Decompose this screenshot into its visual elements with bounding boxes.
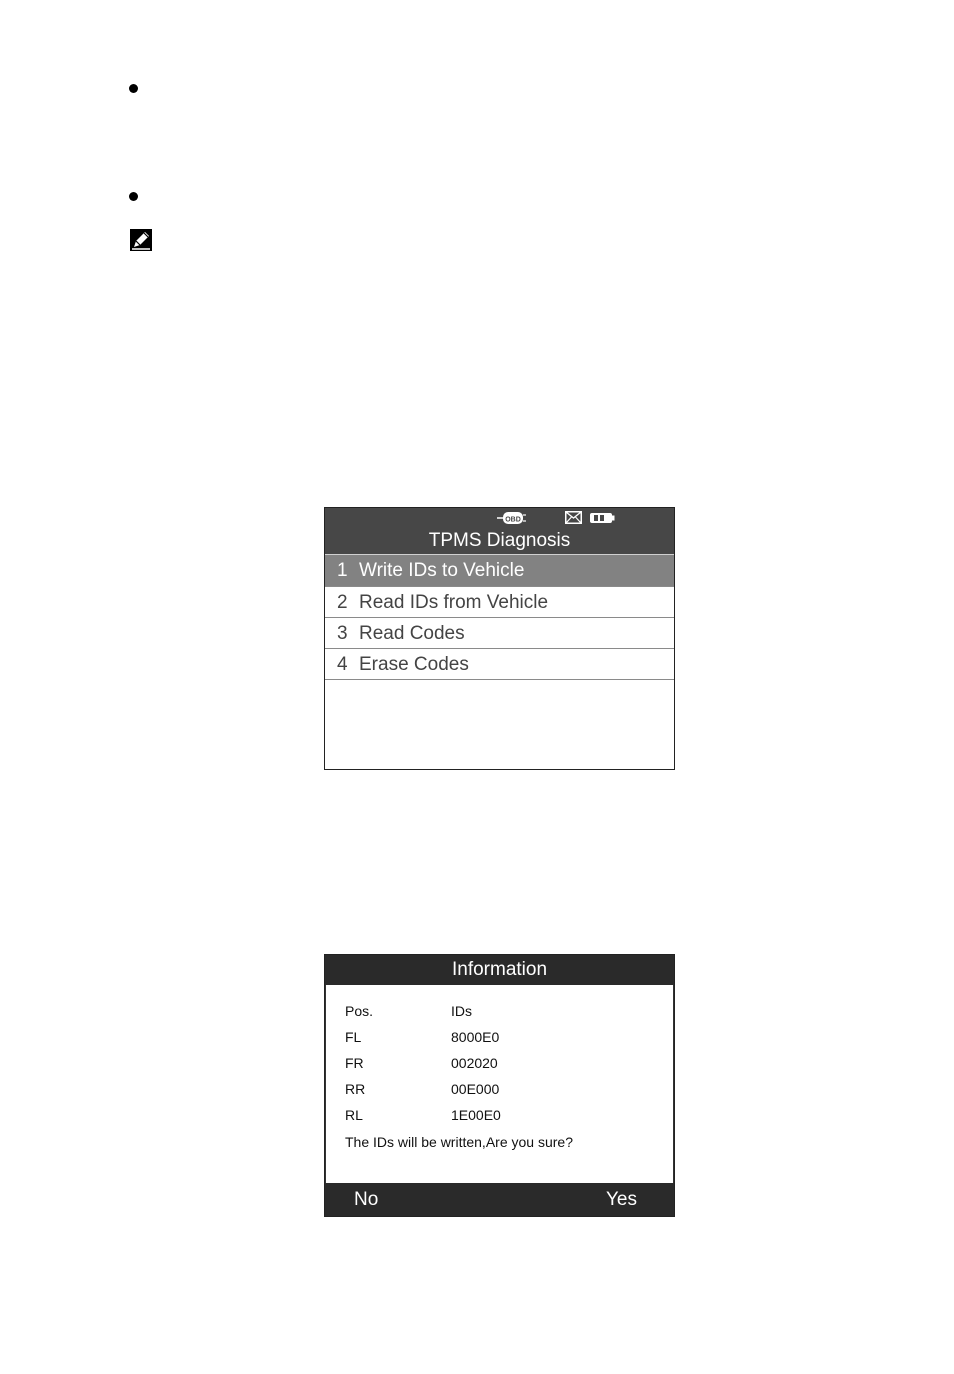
no-button[interactable]: No [354, 1189, 379, 1210]
menu-item-label: Write IDs to Vehicle [359, 560, 525, 581]
menu-item-read-codes[interactable] [325, 618, 674, 649]
mail-icon [565, 511, 582, 524]
note-pencil-icon [130, 229, 152, 251]
menu-item-label: Read IDs from Vehicle [359, 592, 549, 613]
information-screen [324, 954, 675, 1217]
column-header-row [345, 1002, 472, 1020]
menu-item-number: 2 [337, 592, 348, 613]
ids-header: IDs [451, 1003, 472, 1019]
menu-item-erase-codes[interactable] [325, 649, 674, 680]
bullet-point [129, 192, 138, 201]
information-body [325, 985, 674, 1183]
menu-item-number: 1 [337, 560, 348, 581]
screen-title: TPMS Diagnosis [428, 530, 571, 551]
bullet-point [129, 84, 138, 93]
sensor-id: 00E000 [451, 1081, 500, 1097]
yes-button[interactable]: Yes [606, 1189, 637, 1210]
sensor-id: 1E00E0 [451, 1107, 501, 1123]
position-label: RR [345, 1081, 366, 1097]
status-bar [325, 511, 674, 525]
menu-item-read-ids[interactable] [325, 587, 674, 618]
obd-icon [497, 511, 527, 525]
svg-text:OBD: OBD [505, 516, 521, 524]
menu-item-number: 4 [337, 654, 348, 675]
id-row [345, 1080, 499, 1098]
id-row [345, 1106, 501, 1124]
screen-header [325, 508, 674, 554]
id-row [345, 1054, 498, 1072]
menu-item-label: Read Codes [359, 623, 465, 644]
sensor-id: 8000E0 [451, 1029, 500, 1045]
menu-list [325, 554, 674, 680]
confirmation-message: The IDs will be written,Are you sure? [345, 1134, 573, 1150]
menu-item-label: Erase Codes [359, 654, 469, 675]
menu-item-number: 3 [337, 623, 348, 644]
button-bar [325, 1183, 674, 1216]
position-label: FR [345, 1055, 364, 1071]
menu-item-write-ids[interactable] [325, 554, 674, 587]
position-label: FL [345, 1029, 362, 1045]
screen-title: Information [325, 955, 674, 985]
id-row [345, 1028, 499, 1046]
battery-icon [589, 512, 615, 524]
tpms-diagnosis-screen [324, 507, 675, 770]
position-label: RL [345, 1107, 363, 1123]
pos-header: Pos. [345, 1003, 374, 1019]
sensor-id: 002020 [451, 1055, 498, 1071]
